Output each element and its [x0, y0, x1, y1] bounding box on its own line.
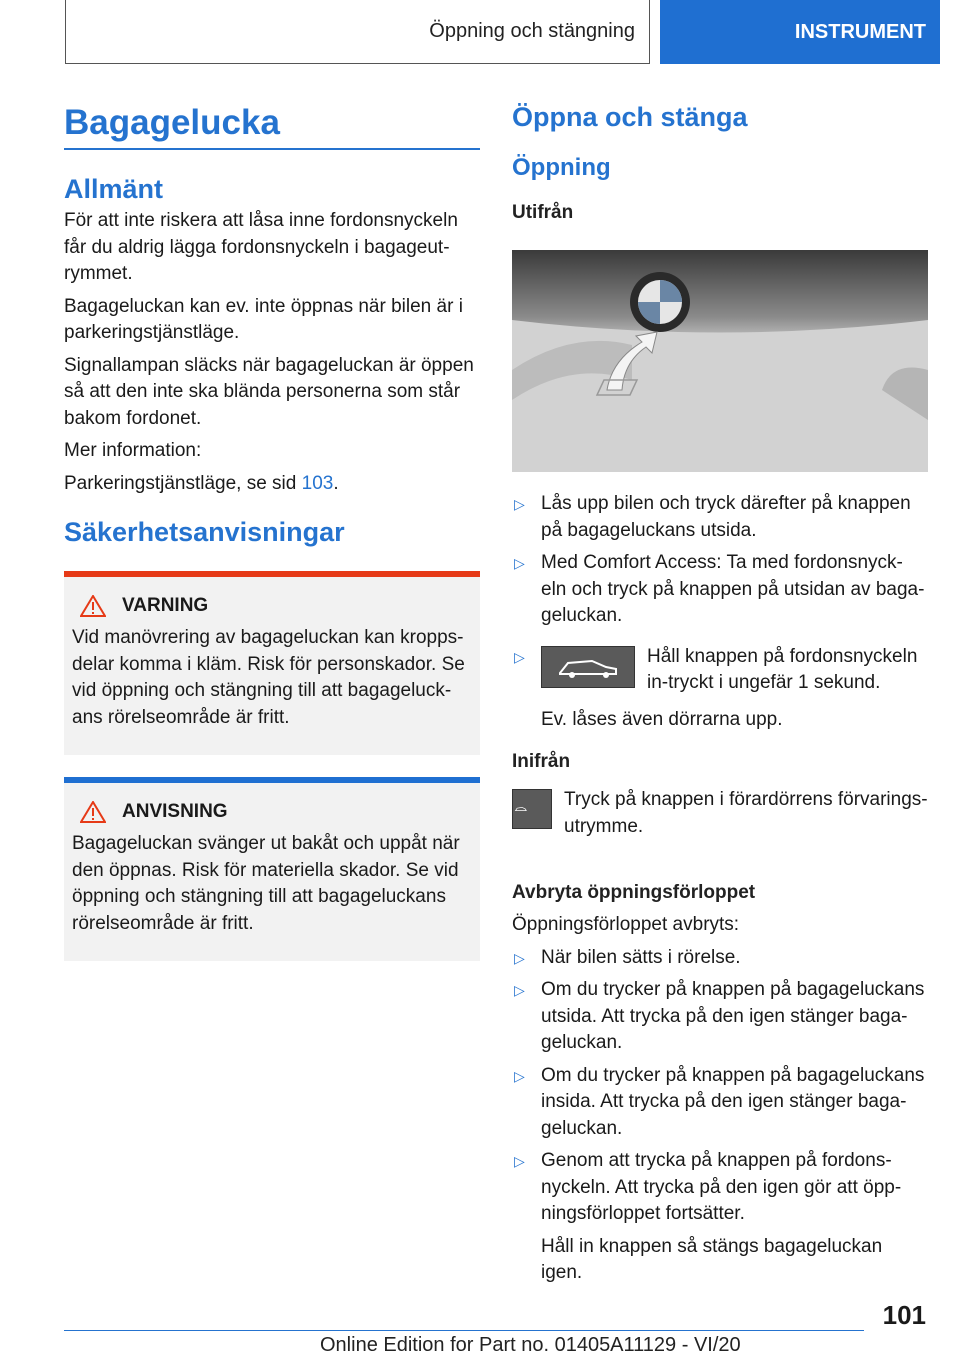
bullet-triangle-icon: ▷ [514, 949, 525, 966]
bullet-triangle-icon: ▷ [514, 496, 525, 512]
tailgate-key-icon [541, 646, 635, 688]
title-divider [64, 148, 480, 150]
footer-divider [64, 1330, 864, 1331]
key-item-text: Håll knappen på fordonsnyckeln in-tryckt i ungefär 1 sekund. [647, 645, 918, 693]
right-column [512, 100, 928, 1297]
opening-heading: Öppning [512, 154, 611, 181]
reference-text: Parkeringstjänstläge, se sid [64, 472, 302, 494]
bullet-triangle-icon: ▷ [514, 1067, 525, 1084]
note-label: ANVISNING [122, 801, 228, 822]
page-title: Bagagelucka [64, 103, 280, 142]
header-section-title: Öppning och stängning [65, 0, 650, 64]
abort-list [512, 945, 928, 1287]
footer-edition: Online Edition for Part no. 01405A11129 - VI/20 [320, 1334, 741, 1356]
outside-heading: Utifrån [512, 202, 574, 223]
header-chapter-tab[interactable]: INSTRUMENT [660, 0, 940, 64]
tailgate-button-icon [512, 789, 552, 829]
general-paragraph: Mer information: [64, 440, 202, 461]
general-paragraph: Bagageluckan kan ev. inte öppnas när bilen är i parkeringstjänstläge. [64, 295, 463, 343]
note-text: Bagageluckan svänger ut bakåt och uppåt när den öppnas. Risk för materiella skador. Se vid öppning och stängning till att bagageluckans rörelseområde är fritt. [72, 833, 460, 934]
inside-heading: Inifrån [512, 751, 571, 772]
warning-triangle-icon [80, 595, 106, 617]
warning-box [64, 571, 480, 755]
bullet-triangle-icon: ▷ [514, 555, 525, 571]
list-item: ▷ Lås upp bilen och tryck därefter på knappen på bagageluckans utsida. [514, 493, 911, 541]
bullet-triangle-icon: ▷ [514, 648, 525, 665]
tailgate-button-photo [512, 250, 928, 472]
general-paragraph: Signallampan släcks när bagageluckan är öppen så att den inte ska blända personerna som står bakom fordonet. [64, 354, 474, 429]
key-list [512, 644, 928, 734]
list-item: ▷ Genom att trycka på knappen på fordons-nyckeln. Att trycka på den igen gör att öpp-ningsförloppet fortsätter. Håll in knappen så stängs bagageluckan igen. [512, 1148, 928, 1287]
general-heading: Allmänt [64, 174, 164, 204]
bullet-triangle-icon: ▷ [514, 1153, 525, 1169]
left-column [64, 100, 480, 975]
abort-note: Håll in knappen så stängs bagageluckan igen. [541, 1235, 883, 1283]
list-item: ▷ När bilen sätts i rörelse. [512, 945, 928, 972]
warning-text: Vid manövrering av bagageluckan kan kropps-delar komma i kläm. Risk för personskador. Se vid öppning och stängning till att bagageluck-ans rörelseområde är fritt. [72, 627, 465, 728]
list-item: ▷ Om du trycker på knappen på bagageluckans insida. Att trycka på den igen stänger baga-geluckan. [514, 1064, 925, 1139]
page-number: 101 [882, 1300, 926, 1330]
list-item: ▷ Med Comfort Access: Ta med fordonsnyck-eln och tryck på knappen på utsidan av baga-geluckan. [514, 552, 925, 626]
list-item [512, 644, 928, 734]
general-paragraph: För att inte riskera att låsa inne fordonsnyckeln får du aldrig lägga fordonsnyckeln i bagageut-rymmet. [64, 210, 458, 284]
page-link[interactable]: 103 [301, 472, 334, 494]
note-box [64, 777, 480, 961]
outside-list [512, 491, 928, 630]
section-heading: Öppna och stänga [512, 102, 748, 132]
reference-line [64, 471, 480, 498]
inside-row [512, 787, 928, 846]
abort-heading: Avbryta öppningsförloppet [512, 882, 756, 903]
key-note: Ev. låses även dörrarna upp. [541, 708, 783, 730]
list-item: ▷ Om du trycker på knappen på bagageluckans utsida. Att trycka på den igen stänger baga-geluckan. [514, 979, 925, 1053]
bullet-triangle-icon: ▷ [514, 982, 525, 998]
inside-text: Tryck på knappen i förardörrens förvarings-utrymme. [564, 789, 928, 837]
reference-end: . [333, 472, 339, 494]
abort-intro: Öppningsförloppet avbryts: [512, 914, 740, 935]
safety-heading: Säkerhetsanvisningar [64, 517, 345, 547]
note-triangle-icon [80, 801, 106, 823]
warning-label: VARNING [122, 595, 209, 616]
